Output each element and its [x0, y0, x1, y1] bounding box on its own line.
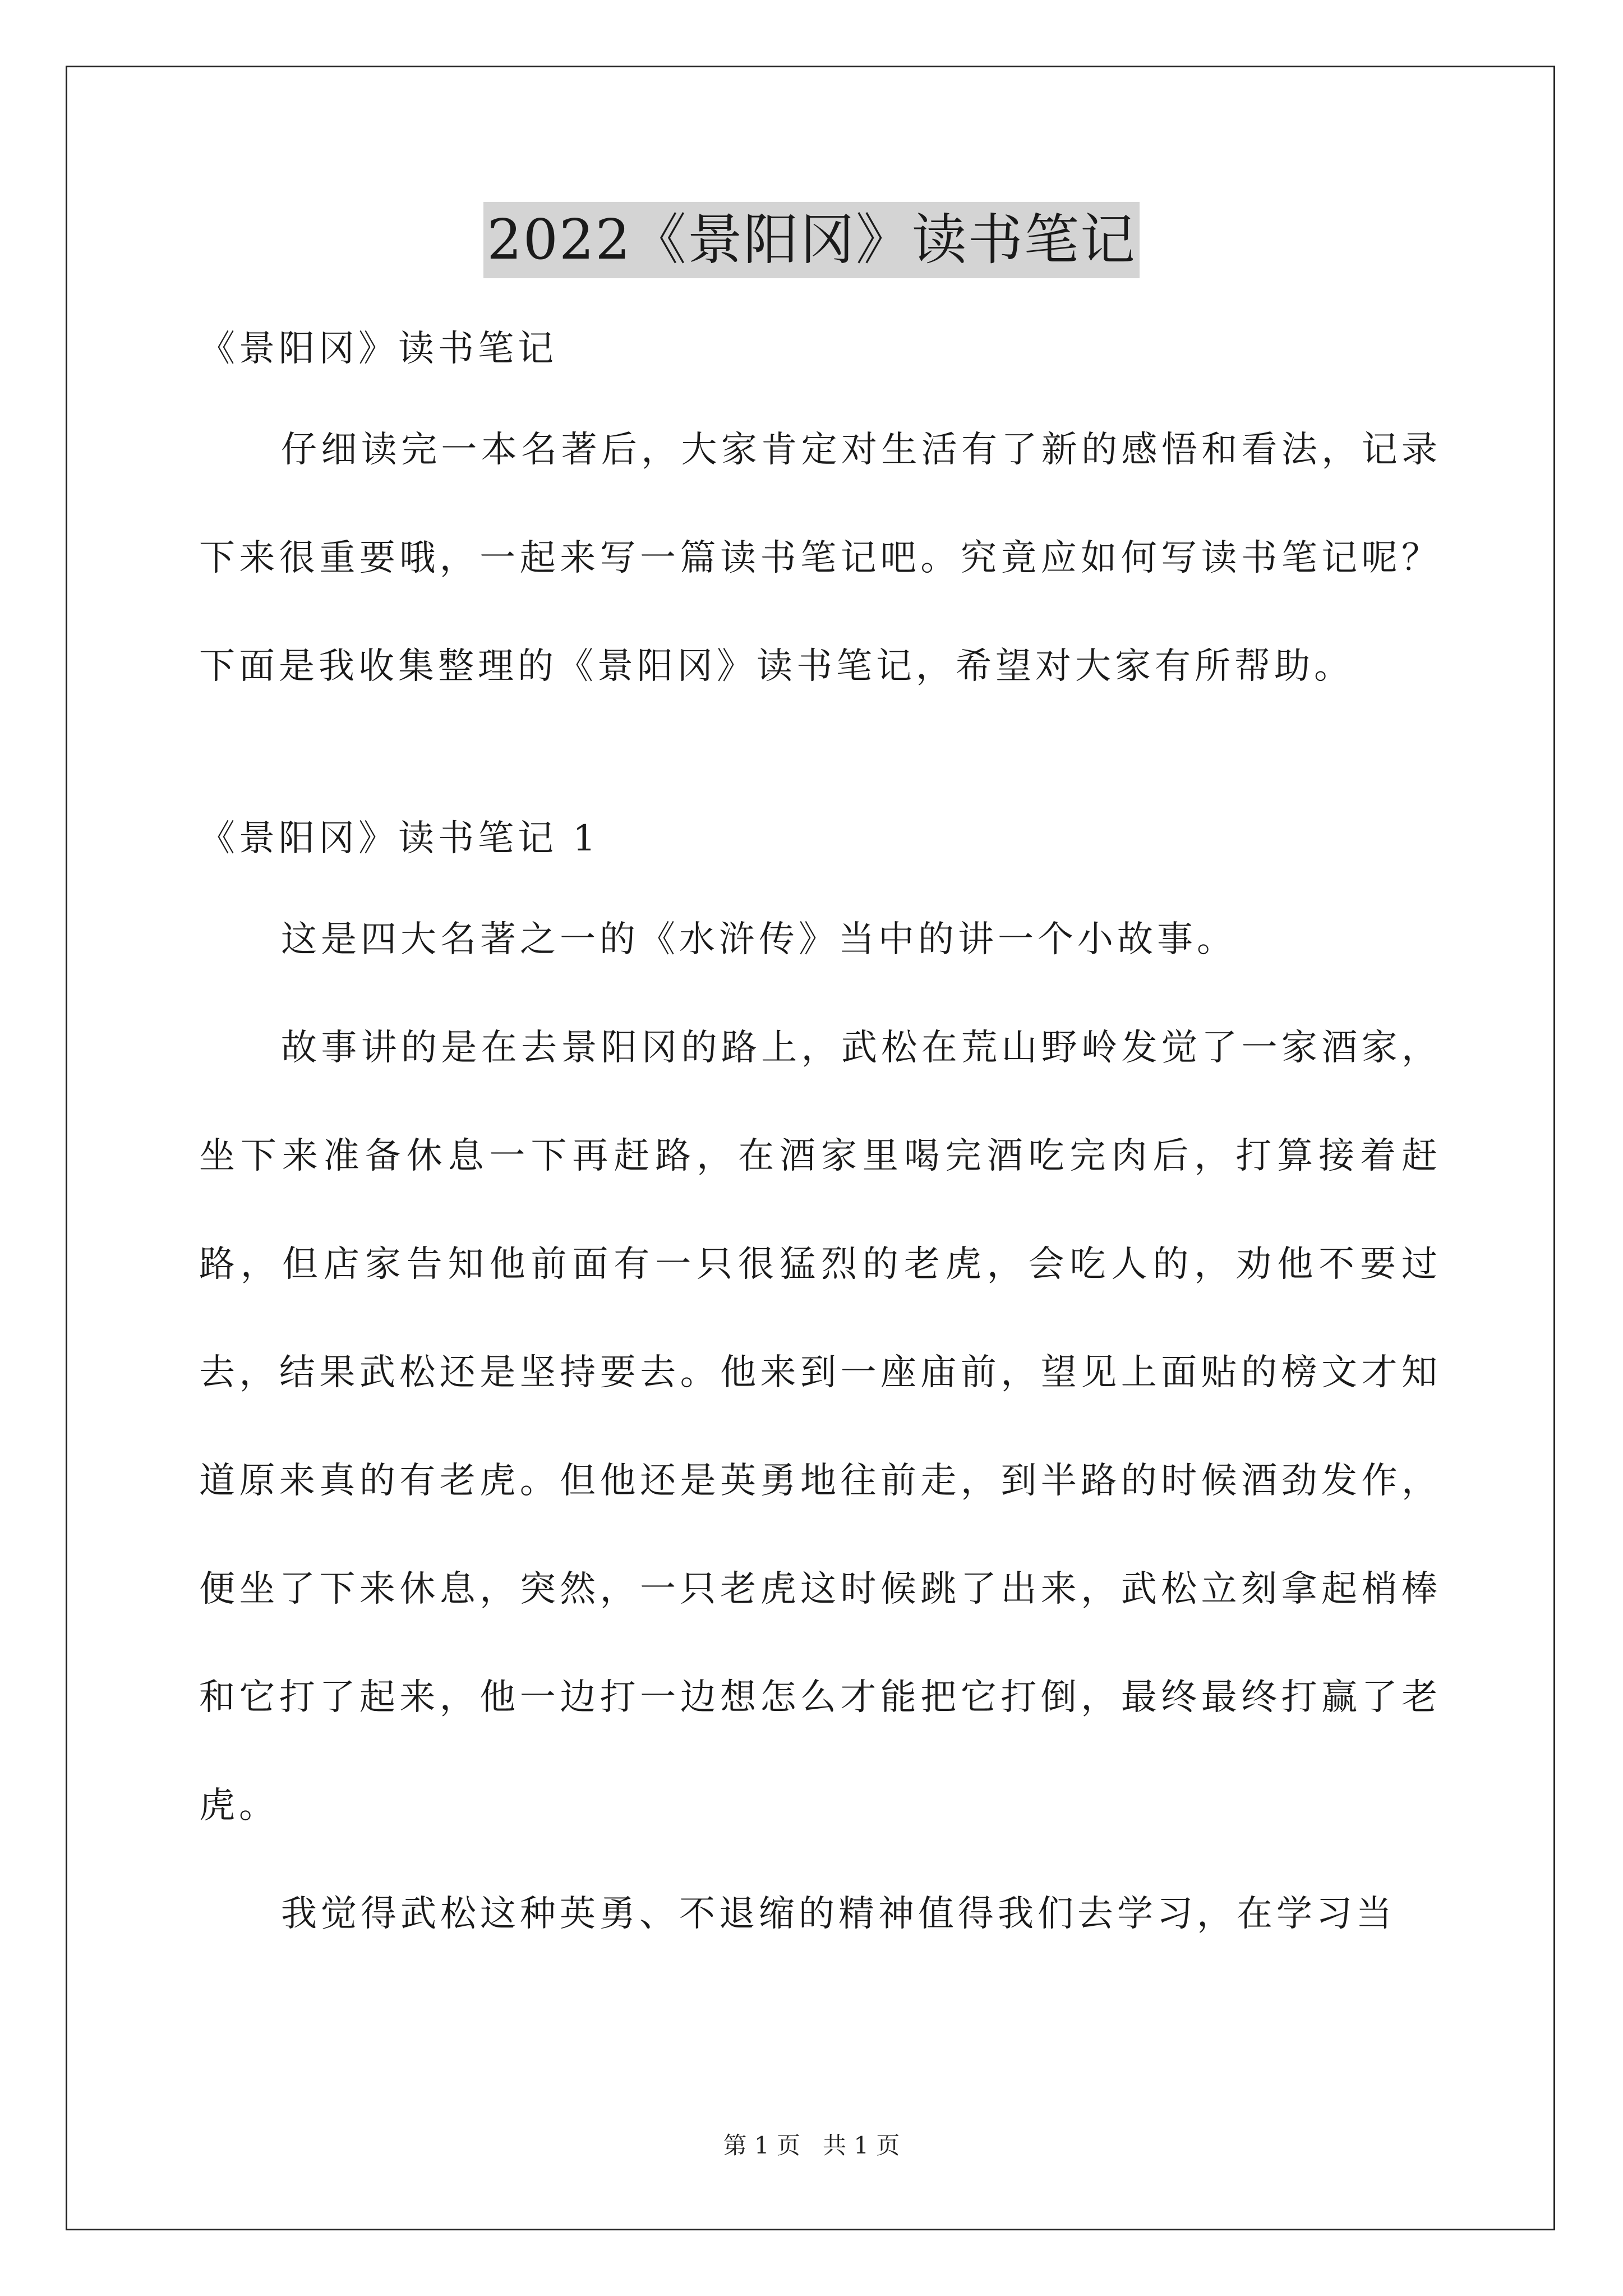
spacer	[199, 388, 1441, 396]
spacer	[199, 721, 1441, 799]
page-number-total: 共 1 页	[823, 2132, 900, 2159]
body-paragraph: 这是四大名著之一的《水浒传》当中的讲一个小故事。	[281, 919, 1237, 960]
document-subtitle: 《景阳冈》读书笔记	[199, 328, 557, 370]
document-title: 2022《景阳冈》读书笔记	[483, 202, 1139, 278]
intro-paragraph: 仔细读完一本名著后，大家肯定对生活有了新的感悟和看法，记录下来很重要哦，一起来写一篇读书笔记吧。究竟应如何写读书笔记呢？下面是我收集整理的《景阳冈》读书笔记，希望对大家有所帮助。	[199, 429, 1441, 687]
page-footer	[0, 2129, 1623, 2162]
title-container	[0, 202, 1623, 278]
body-paragraph: 故事讲的是在去景阳冈的路上，武松在荒山野岭发觉了一家酒家，坐下来准备休息一下再赶路，在酒家里喝完酒吃完肉后，打算接着赶路，但店家告知他前面有一只很猛烈的老虎，会吃人的，劝他不要过去，结果武松还是坚持要去。他来到一座庙前，望见上面贴的榜文才知道原来真的有老虎。但他还是英勇地往前走，到半路的时候酒劲发作，便坐了下来休息，突然，一只老虎这时候跳了出来，武松立刻拿起梢棒和它打了起来，他一边打一边想怎么才能把它打倒，最终最终打赢了老虎。	[199, 1027, 1441, 1826]
spacer	[199, 878, 1441, 886]
document-body	[199, 310, 1441, 1968]
section-heading: 《景阳冈》读书笔记 1	[199, 818, 600, 859]
body-paragraph: 我觉得武松这种英勇、不退缩的精神值得我们去学习，在学习当	[281, 1893, 1396, 1935]
page-number-current: 第 1 页	[723, 2132, 800, 2159]
